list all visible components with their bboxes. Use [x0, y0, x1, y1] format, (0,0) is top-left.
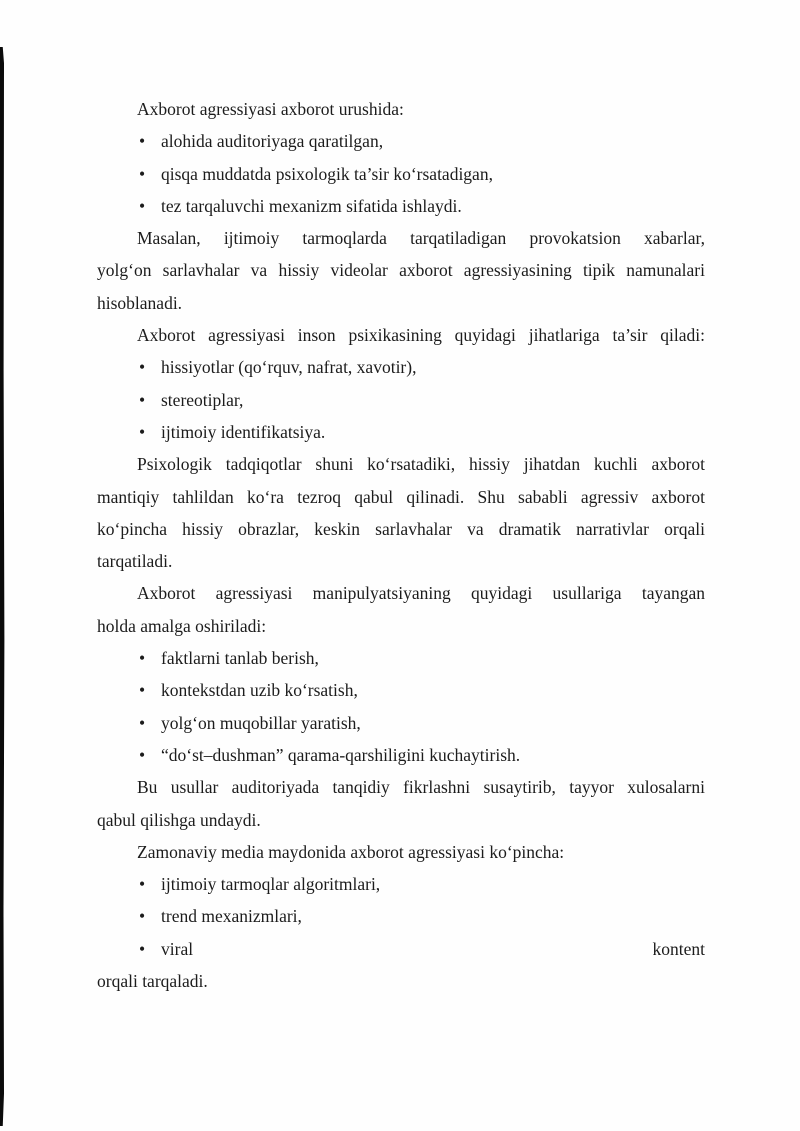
- bullet-item-text: faktlarni tanlab berish,: [161, 648, 319, 669]
- paragraph-line: Axborot agressiyasi axborot urushida:: [137, 99, 404, 119]
- paragraph-line: Masalan, ijtimoiy tarmoqlarda tarqatiladigan provokatsion xabarlar,: [137, 228, 705, 249]
- paragraph-line: qabul qilishga undaydi.: [97, 809, 261, 830]
- bullet-item-text: viral: [161, 938, 194, 959]
- bullet-icon: •: [139, 163, 146, 184]
- paragraph-line: ko‘pincha hissiy obrazlar, keskin sarlavhalar va dramatik narrativlar orqali: [97, 518, 705, 539]
- bullet-item: [97, 351, 705, 383]
- bullet-item: [97, 125, 705, 157]
- bullet-item-text: trend mexanizmlari,: [161, 906, 302, 927]
- bullet-item: [97, 868, 705, 900]
- paragraph-line: orqali tarqaladi.: [97, 971, 208, 992]
- bullet-icon: •: [139, 131, 146, 152]
- paragraph-line: tarqatiladi.: [97, 551, 173, 572]
- bullet-icon: •: [139, 357, 146, 378]
- bullet-icon: •: [139, 906, 146, 927]
- paragraph-line: hisoblanadi.: [97, 292, 183, 313]
- bullet-item: [97, 739, 705, 771]
- bullet-item-text: qisqa muddatda psixologik ta’sir ko‘rsatadigan,: [161, 163, 493, 184]
- bullet-item-text: stereotiplar,: [161, 389, 244, 410]
- bullet-item: [97, 384, 705, 416]
- bullet-icon: •: [139, 195, 146, 216]
- paragraph-line: Axborot agressiyasi inson psixikasining quyidagi jihatlariga ta’sir qiladi:: [137, 325, 705, 346]
- bullet-item: [97, 674, 705, 706]
- bullet-item-text-right: kontent: [652, 938, 705, 959]
- bullet-icon: •: [139, 421, 146, 442]
- bullet-item: [97, 416, 705, 448]
- bullet-item: [97, 707, 705, 739]
- bullet-icon: •: [139, 389, 146, 410]
- paragraph-line: mantiqiy tahlildan ko‘ra tezroq qabul qilinadi. Shu sababli agressiv axborot: [97, 486, 705, 507]
- bullet-icon: •: [139, 680, 146, 701]
- bullet-icon: •: [139, 712, 146, 733]
- bullet-icon: •: [139, 648, 146, 669]
- bullet-icon: •: [139, 874, 146, 895]
- paragraph-line: Axborot agressiyasi manipulyatsiyaning quyidagi usullariga tayangan: [137, 583, 705, 604]
- document-text: [97, 93, 705, 997]
- bullet-icon: •: [139, 744, 146, 765]
- bullet-item-text: tez tarqaluvchi mexanizm sifatida ishlaydi.: [161, 195, 462, 216]
- bullet-item-text: ijtimoiy tarmoqlar algoritmlari,: [161, 874, 381, 895]
- scan-edge-artifact: [0, 47, 5, 1126]
- paragraph-line: Bu usullar auditoriyada tanqidiy fikrlashni susaytirib, tayyor xulosalarni: [137, 777, 705, 798]
- paragraph-line: yolg‘on sarlavhalar va hissiy videolar axborot agressiyasining tipik namunalari: [97, 260, 705, 281]
- bullet-item: [97, 190, 705, 222]
- bullet-item-text: yolg‘on muqobillar yaratish,: [161, 712, 361, 733]
- bullet-item: [97, 900, 705, 932]
- bullet-item: [97, 933, 705, 965]
- bullet-item: [97, 642, 705, 674]
- paragraph-line: Zamonaviy media maydonida axborot agressiyasi ko‘pincha:: [137, 841, 565, 862]
- bullet-item-text: hissiyotlar (qo‘rquv, nafrat, xavotir),: [161, 357, 417, 378]
- bullet-item-text: ijtimoiy identifikatsiya.: [161, 421, 326, 442]
- paragraph-line: Psixologik tadqiqotlar shuni ko‘rsatadiki, hissiy jihatdan kuchli axborot: [137, 454, 705, 475]
- bullet-item-text: kontekstdan uzib ko‘rsatish,: [161, 680, 358, 701]
- bullet-item: [97, 158, 705, 190]
- bullet-item-text: alohida auditoriyaga qaratilgan,: [161, 131, 384, 152]
- bullet-item-text: “do‘st–dushman” qarama-qarshiligini kuchaytirish.: [161, 744, 521, 765]
- paragraph-line: holda amalga oshiriladi:: [97, 615, 267, 636]
- bullet-icon: •: [139, 938, 146, 959]
